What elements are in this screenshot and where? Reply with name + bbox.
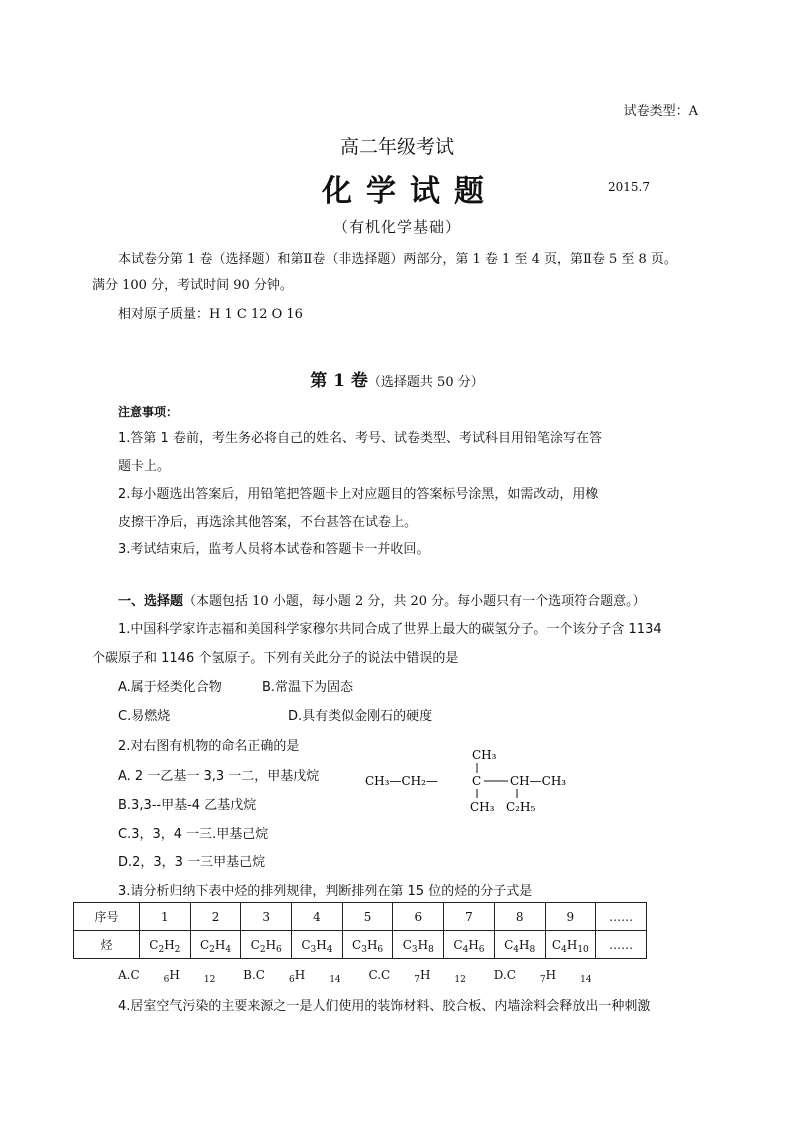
question-2-stem: 2.对右图有机物的命名正确的是 [118,739,300,754]
table-cell: …… [596,903,647,931]
question-3-option-a: A.C $_6$H $_{12}$ [118,968,216,985]
formula-cell: $C_4H_{10}$ [545,931,596,959]
table-cell: 2 [190,903,241,931]
structure-right-ch: CH—CH₃ [510,774,567,788]
question-2-option-d: D.2，3，3 一三甲基己烷 [118,855,266,870]
row-label-hydrocarbon: 烃 [74,931,140,959]
part1-title: 第 1 卷 [310,371,368,391]
question-4-line-1: 4.居室空气污染的主要来源之一是人们使用的装饰材料、胶合板、内墙涂料会释放出一种刺激 [118,999,651,1014]
part1-note: （选择题共 50 分） [367,375,484,390]
formula-cell: $C_3H_8$ [393,931,444,959]
formula-cell: $C_4H_6$ [444,931,495,959]
question-3-option-c: C.C $_7$H $_{12}$ [368,968,466,985]
section-1-heading [118,590,646,609]
structure-main-left: CH₃—CH₂— [365,774,438,788]
question-1-option-b: B.常温下为固态 [262,680,354,695]
structure-top-ch3: CH₃ [472,748,497,762]
exam-subtitle: （有机化学基础） [332,218,461,236]
exam-date: 2015.7 [608,180,650,194]
notes-heading: 注意事项： [118,405,179,419]
intro-line-1: 本试卷分第 1 卷（选择题）和第Ⅱ卷（非选择题）两部分，第 1 卷 1 至 4 页，第Ⅱ卷 5 至 8 页。 [118,252,677,267]
formula-cell: $C_2H_4$ [190,931,241,959]
table-cell: 6 [393,903,444,931]
note-3: 3.考试结束后，监考人员将本试卷和答题卡一并收回。 [118,542,430,557]
grade-exam-heading: 高二年级考试 [339,136,454,158]
table-cell: 1 [140,903,191,931]
question-2-option-c: C.3，3，4 一三.甲基己烷 [118,827,269,842]
part1-heading [0,366,794,391]
structure-center-c: C [472,774,482,788]
note-2-line-2: 皮擦干净后，再选涂其他答案，不台甚答在试卷上。 [118,515,418,530]
question-3-stem: 3.请分析归纳下表中烃的排列规律，判断排列在第 15 位的烃的分子式是 [118,884,533,899]
exam-type-label: 试卷类型：A [623,104,698,119]
question-3-options [118,968,616,985]
question-3-option-b: B.C $_6$H $_{14}$ [243,968,341,985]
note-2-line-1: 2.每小题选出答案后，用铅笔把答题卡上对应题目的答案标号涂黑，如需改动，用橡 [118,487,599,502]
question-2-option-a: A. 2 一乙基一 3,3 一二，甲基戊烷 [118,769,320,784]
formula-cell: …… [596,931,647,959]
row-label-number: 序号 [74,903,140,931]
table-cell: 5 [342,903,393,931]
table-cell: 3 [241,903,292,931]
question-1-line-1: 1.中国科学家许志福和美国科学家穆尔共同合成了世界上最大的碳氢分子。一个该分子含 1134 [118,622,662,637]
table-cell: 9 [545,903,596,931]
formula-cell: $C_4H_8$ [494,931,545,959]
structure-bottom-c2h5: C₂H₅ [506,800,536,814]
table-row-numbers [74,903,647,931]
formula-cell: $C_2H_2$ [140,931,191,959]
hydrocarbon-table [73,902,647,959]
intro-line-2: 满分 100 分，考试时间 90 分钟。 [92,278,293,293]
formula-cell: $C_3H_6$ [342,931,393,959]
table-cell: 4 [292,903,343,931]
note-1-line-2: 题卡上。 [118,459,171,474]
structure-bottom-ch3: CH₃ [470,800,495,814]
table-cell: 7 [444,903,495,931]
table-cell: 8 [494,903,545,931]
page-title: 化学试题 [322,174,498,209]
formula-cell: $C_3H_4$ [292,931,343,959]
formula-cell: $C_2H_6$ [241,931,292,959]
note-1-line-1: 1.答第 1 卷前，考生务必将自己的姓名、考号、试卷类型、考试科目用铅笔涂写在答 [118,431,602,446]
section-1-label: 一、选择题 [118,594,184,609]
section-1-desc: （本题包括 10 小题，每小题 2 分，共 20 分。每小题只有一个选项符合题意。） [183,594,646,609]
question-1-line-2: 个碳原子和 1146 个氢原子。下列有关此分子的说法中错误的是 [92,651,459,666]
question-1-option-c: C.易燃烧 [118,709,171,724]
question-3-option-d: D.C $_7$H $_{14}$ [493,968,592,985]
question-1-option-d: D.具有类似金刚石的硬度 [288,709,433,724]
question-1-option-a: A.属于烃类化合物 [118,680,222,695]
question-2-option-b: B.3,3--甲基-4 乙基戊烷 [118,798,257,813]
table-row-formulas [74,931,647,959]
structural-formula [360,742,600,820]
atomic-mass-line: 相对原子质量：H 1 C 12 O 16 [118,307,303,322]
